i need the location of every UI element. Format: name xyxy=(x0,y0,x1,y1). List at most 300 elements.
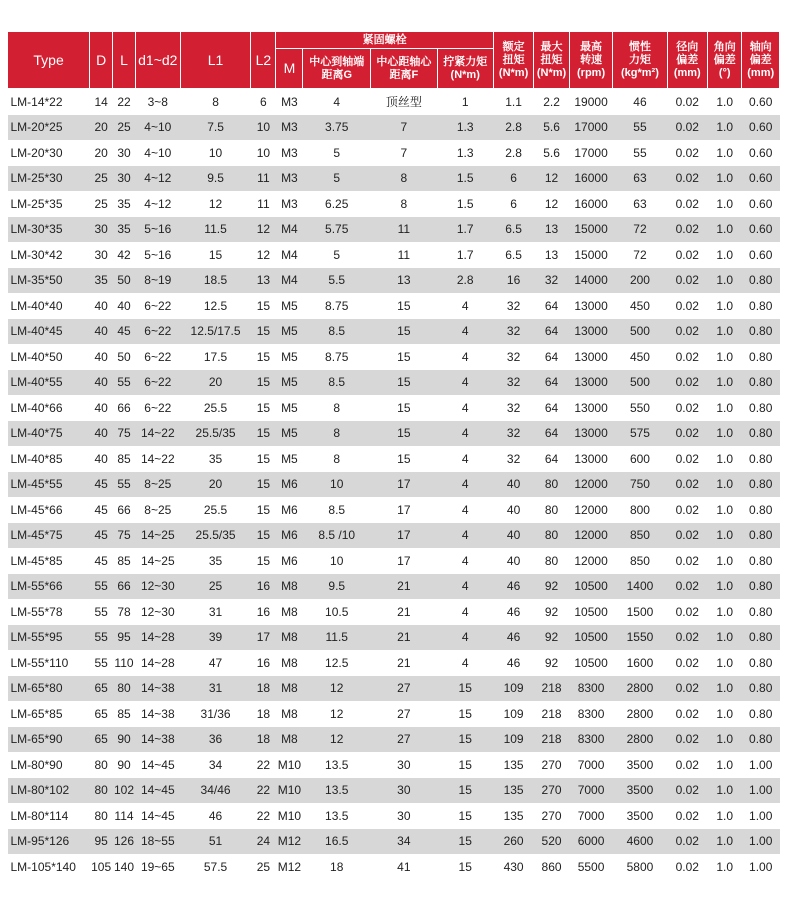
cell-axial-deviation: 0.80 xyxy=(742,446,780,472)
cell-tightening-torque: 15 xyxy=(437,854,493,880)
cell-tightening-torque: 15 xyxy=(437,676,493,702)
cell-distance-g: 8.5 xyxy=(303,370,371,396)
cell-axial-deviation: 0.80 xyxy=(742,701,780,727)
cell-max-torque: 80 xyxy=(534,472,569,498)
cell-rated-torque: 32 xyxy=(493,395,534,421)
cell-distance-f: 30 xyxy=(371,778,438,804)
cell-angular-deviation: 1.0 xyxy=(708,166,742,192)
cell-axial-deviation: 0.60 xyxy=(742,89,780,115)
cell-distance-g: 12 xyxy=(303,701,371,727)
cell-angular-deviation: 1.0 xyxy=(708,803,742,829)
cell-l: 55 xyxy=(113,370,136,396)
cell-type: LM-80*102 xyxy=(8,778,90,804)
cell-l1: 25.5/35 xyxy=(180,421,251,447)
inertia-label: 力矩 xyxy=(628,53,651,66)
cell-max-speed: 7000 xyxy=(569,752,613,778)
cell-max-torque: 32 xyxy=(534,268,569,294)
table-row xyxy=(8,752,780,778)
cell-type: LM-65*80 xyxy=(8,676,90,702)
cell-angular-deviation: 1.0 xyxy=(708,319,742,345)
coupling-spec-table xyxy=(7,31,780,880)
cell-distance-g: 10 xyxy=(303,548,371,574)
cell-m: M10 xyxy=(276,803,303,829)
col-header-rated-torque xyxy=(493,32,534,89)
table-row xyxy=(8,548,780,574)
cell-distance-g: 8 xyxy=(303,395,371,421)
cell-radial-deviation: 0.02 xyxy=(667,497,708,523)
cell-inertia: 200 xyxy=(613,268,667,294)
cell-l: 85 xyxy=(113,701,136,727)
cell-inertia: 55 xyxy=(613,140,667,166)
cell-l2: 15 xyxy=(251,344,276,370)
table-row xyxy=(8,166,780,192)
cell-max-torque: 13 xyxy=(534,217,569,243)
cell-distance-g: 8.5 xyxy=(303,319,371,345)
table-body xyxy=(8,89,780,880)
cell-max-torque: 92 xyxy=(534,650,569,676)
cell-d1-d2: 14~22 xyxy=(135,446,180,472)
cell-tightening-torque: 15 xyxy=(437,752,493,778)
cell-axial-deviation: 0.80 xyxy=(742,574,780,600)
cell-l1: 17.5 xyxy=(180,344,251,370)
distance-f-label: 距离F xyxy=(389,68,419,81)
cell-inertia: 3500 xyxy=(613,752,667,778)
cell-max-speed: 12000 xyxy=(569,472,613,498)
cell-distance-f: 15 xyxy=(371,319,438,345)
cell-m: M5 xyxy=(276,319,303,345)
cell-max-speed: 10500 xyxy=(569,599,613,625)
cell-m: M3 xyxy=(276,166,303,192)
cell-d1-d2: 6~22 xyxy=(135,319,180,345)
cell-distance-g: 4 xyxy=(303,89,371,115)
cell-max-torque: 218 xyxy=(534,727,569,753)
cell-axial-deviation: 0.80 xyxy=(742,497,780,523)
cell-angular-deviation: 1.0 xyxy=(708,854,742,880)
cell-type: LM-40*45 xyxy=(8,319,90,345)
cell-l: 22 xyxy=(113,89,136,115)
cell-d: 65 xyxy=(90,727,113,753)
cell-l: 85 xyxy=(113,446,136,472)
col-header-axial-deviation xyxy=(742,32,780,89)
cell-max-speed: 13000 xyxy=(569,344,613,370)
cell-radial-deviation: 0.02 xyxy=(667,625,708,651)
cell-distance-g: 5 xyxy=(303,166,371,192)
cell-d1-d2: 14~45 xyxy=(135,752,180,778)
cell-type: LM-20*25 xyxy=(8,115,90,141)
cell-distance-g: 13.5 xyxy=(303,778,371,804)
cell-max-torque: 64 xyxy=(534,446,569,472)
cell-max-torque: 5.6 xyxy=(534,115,569,141)
cell-l1: 9.5 xyxy=(180,166,251,192)
cell-max-speed: 15000 xyxy=(569,242,613,268)
cell-l: 126 xyxy=(113,829,136,855)
cell-max-speed: 8300 xyxy=(569,727,613,753)
cell-axial-deviation: 0.80 xyxy=(742,727,780,753)
cell-max-speed: 5500 xyxy=(569,854,613,880)
cell-m: M6 xyxy=(276,497,303,523)
cell-type: LM-30*35 xyxy=(8,217,90,243)
cell-max-speed: 13000 xyxy=(569,395,613,421)
cell-axial-deviation: 0.80 xyxy=(742,472,780,498)
cell-axial-deviation: 0.80 xyxy=(742,523,780,549)
cell-distance-g: 12 xyxy=(303,727,371,753)
cell-max-torque: 218 xyxy=(534,701,569,727)
cell-rated-torque: 40 xyxy=(493,523,534,549)
cell-d: 40 xyxy=(90,370,113,396)
cell-max-speed: 8300 xyxy=(569,701,613,727)
cell-d1-d2: 4~12 xyxy=(135,166,180,192)
cell-max-speed: 8300 xyxy=(569,676,613,702)
table-row xyxy=(8,472,780,498)
cell-max-speed: 12000 xyxy=(569,523,613,549)
cell-rated-torque: 46 xyxy=(493,574,534,600)
cell-l2: 15 xyxy=(251,421,276,447)
cell-l: 90 xyxy=(113,752,136,778)
cell-radial-deviation: 0.02 xyxy=(667,523,708,549)
cell-type: LM-35*50 xyxy=(8,268,90,294)
cell-inertia: 46 xyxy=(613,89,667,115)
cell-distance-g: 10 xyxy=(303,472,371,498)
cell-type: LM-30*42 xyxy=(8,242,90,268)
cell-l: 66 xyxy=(113,574,136,600)
cell-radial-deviation: 0.02 xyxy=(667,242,708,268)
cell-l1: 34 xyxy=(180,752,251,778)
table-row xyxy=(8,676,780,702)
cell-type: LM-25*30 xyxy=(8,166,90,192)
cell-rated-torque: 46 xyxy=(493,599,534,625)
cell-m: M8 xyxy=(276,625,303,651)
radial-deviation-label: 径向 xyxy=(676,40,699,53)
cell-l: 30 xyxy=(113,140,136,166)
cell-rated-torque: 32 xyxy=(493,319,534,345)
cell-l1: 31/36 xyxy=(180,701,251,727)
cell-distance-f: 27 xyxy=(371,727,438,753)
col-header-angular-deviation xyxy=(708,32,742,89)
cell-max-speed: 12000 xyxy=(569,548,613,574)
cell-rated-torque: 32 xyxy=(493,446,534,472)
cell-m: M8 xyxy=(276,701,303,727)
cell-type: LM-45*55 xyxy=(8,472,90,498)
distance-f-label: 中心距轴心 xyxy=(376,55,432,68)
cell-max-speed: 10500 xyxy=(569,650,613,676)
cell-rated-torque: 32 xyxy=(493,293,534,319)
cell-rated-torque: 16 xyxy=(493,268,534,294)
cell-d: 40 xyxy=(90,446,113,472)
cell-axial-deviation: 0.60 xyxy=(742,191,780,217)
cell-rated-torque: 6.5 xyxy=(493,217,534,243)
cell-type: LM-40*55 xyxy=(8,370,90,396)
cell-d: 40 xyxy=(90,319,113,345)
cell-l2: 11 xyxy=(251,166,276,192)
cell-max-speed: 13000 xyxy=(569,319,613,345)
cell-tightening-torque: 4 xyxy=(437,523,493,549)
cell-angular-deviation: 1.0 xyxy=(708,752,742,778)
cell-distance-f: 13 xyxy=(371,268,438,294)
cell-max-speed: 13000 xyxy=(569,370,613,396)
cell-rated-torque: 32 xyxy=(493,421,534,447)
cell-rated-torque: 135 xyxy=(493,803,534,829)
cell-distance-g: 12.5 xyxy=(303,650,371,676)
cell-tightening-torque: 1.7 xyxy=(437,217,493,243)
cell-max-speed: 13000 xyxy=(569,421,613,447)
cell-angular-deviation: 1.0 xyxy=(708,778,742,804)
cell-radial-deviation: 0.02 xyxy=(667,778,708,804)
cell-distance-f: 15 xyxy=(371,395,438,421)
cell-d: 40 xyxy=(90,421,113,447)
cell-l: 50 xyxy=(113,268,136,294)
cell-l2: 11 xyxy=(251,191,276,217)
cell-max-torque: 64 xyxy=(534,421,569,447)
cell-max-torque: 13 xyxy=(534,242,569,268)
cell-radial-deviation: 0.02 xyxy=(667,446,708,472)
cell-tightening-torque: 4 xyxy=(437,650,493,676)
cell-rated-torque: 2.8 xyxy=(493,115,534,141)
cell-l2: 16 xyxy=(251,599,276,625)
col-header-distance-f xyxy=(371,49,438,89)
cell-axial-deviation: 1.00 xyxy=(742,829,780,855)
table-row xyxy=(8,650,780,676)
cell-inertia: 450 xyxy=(613,293,667,319)
cell-max-speed: 10500 xyxy=(569,574,613,600)
cell-d1-d2: 12~30 xyxy=(135,574,180,600)
col-header-m: M xyxy=(276,49,303,89)
cell-d1-d2: 14~25 xyxy=(135,523,180,549)
cell-angular-deviation: 1.0 xyxy=(708,268,742,294)
cell-distance-f: 27 xyxy=(371,701,438,727)
cell-m: M5 xyxy=(276,293,303,319)
cell-d: 40 xyxy=(90,293,113,319)
table-row xyxy=(8,370,780,396)
radial-deviation-label: 偏差 xyxy=(676,53,699,66)
cell-l2: 24 xyxy=(251,829,276,855)
cell-inertia: 500 xyxy=(613,319,667,345)
cell-distance-g: 8 xyxy=(303,421,371,447)
cell-rated-torque: 40 xyxy=(493,548,534,574)
cell-rated-torque: 32 xyxy=(493,344,534,370)
cell-tightening-torque: 4 xyxy=(437,421,493,447)
cell-l1: 25.5/35 xyxy=(180,523,251,549)
cell-d1-d2: 8~25 xyxy=(135,472,180,498)
cell-inertia: 2800 xyxy=(613,676,667,702)
cell-l1: 31 xyxy=(180,599,251,625)
cell-angular-deviation: 1.0 xyxy=(708,523,742,549)
cell-axial-deviation: 0.80 xyxy=(742,293,780,319)
table-row xyxy=(8,574,780,600)
cell-angular-deviation: 1.0 xyxy=(708,829,742,855)
cell-m: M12 xyxy=(276,829,303,855)
cell-angular-deviation: 1.0 xyxy=(708,191,742,217)
cell-distance-g: 8.5 xyxy=(303,497,371,523)
cell-max-torque: 92 xyxy=(534,625,569,651)
cell-d: 80 xyxy=(90,778,113,804)
cell-axial-deviation: 0.60 xyxy=(742,166,780,192)
cell-m: M8 xyxy=(276,650,303,676)
cell-l: 110 xyxy=(113,650,136,676)
cell-d: 55 xyxy=(90,625,113,651)
cell-type: LM-55*110 xyxy=(8,650,90,676)
cell-m: M3 xyxy=(276,191,303,217)
cell-l2: 22 xyxy=(251,803,276,829)
cell-type: LM-45*85 xyxy=(8,548,90,574)
cell-tightening-torque: 4 xyxy=(437,599,493,625)
cell-m: M3 xyxy=(276,140,303,166)
cell-l1: 31 xyxy=(180,676,251,702)
cell-d1-d2: 14~22 xyxy=(135,421,180,447)
cell-inertia: 1600 xyxy=(613,650,667,676)
cell-max-torque: 270 xyxy=(534,803,569,829)
cell-type: LM-95*126 xyxy=(8,829,90,855)
cell-d: 20 xyxy=(90,140,113,166)
radial-deviation-unit: (mm) xyxy=(673,66,701,79)
cell-axial-deviation: 1.00 xyxy=(742,803,780,829)
cell-inertia: 450 xyxy=(613,344,667,370)
cell-angular-deviation: 1.0 xyxy=(708,89,742,115)
cell-m: M10 xyxy=(276,778,303,804)
cell-m: M4 xyxy=(276,268,303,294)
cell-angular-deviation: 1.0 xyxy=(708,446,742,472)
cell-tightening-torque: 15 xyxy=(437,829,493,855)
cell-angular-deviation: 1.0 xyxy=(708,701,742,727)
cell-distance-f: 30 xyxy=(371,803,438,829)
cell-max-torque: 218 xyxy=(534,676,569,702)
cell-l1: 10 xyxy=(180,140,251,166)
cell-l: 102 xyxy=(113,778,136,804)
cell-max-speed: 10500 xyxy=(569,625,613,651)
cell-type: LM-80*114 xyxy=(8,803,90,829)
cell-distance-g: 5 xyxy=(303,140,371,166)
table-row xyxy=(8,395,780,421)
cell-rated-torque: 40 xyxy=(493,472,534,498)
cell-angular-deviation: 1.0 xyxy=(708,421,742,447)
cell-distance-f: 7 xyxy=(371,140,438,166)
cell-inertia: 500 xyxy=(613,370,667,396)
cell-tightening-torque: 15 xyxy=(437,803,493,829)
cell-rated-torque: 40 xyxy=(493,497,534,523)
cell-m: M6 xyxy=(276,548,303,574)
cell-inertia: 850 xyxy=(613,548,667,574)
cell-m: M8 xyxy=(276,676,303,702)
rated-torque-unit: (N*m) xyxy=(498,66,529,79)
cell-d1-d2: 14~38 xyxy=(135,676,180,702)
cell-distance-f: 27 xyxy=(371,676,438,702)
cell-l2: 12 xyxy=(251,242,276,268)
cell-axial-deviation: 0.80 xyxy=(742,268,780,294)
cell-distance-f: 34 xyxy=(371,829,438,855)
cell-rated-torque: 2.8 xyxy=(493,140,534,166)
cell-l: 140 xyxy=(113,854,136,880)
cell-l1: 12 xyxy=(180,191,251,217)
table-row xyxy=(8,293,780,319)
cell-angular-deviation: 1.0 xyxy=(708,344,742,370)
cell-l1: 15 xyxy=(180,242,251,268)
col-header-radial-deviation xyxy=(667,32,708,89)
cell-tightening-torque: 4 xyxy=(437,446,493,472)
cell-max-speed: 17000 xyxy=(569,140,613,166)
cell-distance-g: 9.5 xyxy=(303,574,371,600)
cell-max-speed: 7000 xyxy=(569,803,613,829)
cell-rated-torque: 109 xyxy=(493,701,534,727)
cell-max-torque: 270 xyxy=(534,752,569,778)
max-speed-label: 转速 xyxy=(580,53,603,66)
cell-m: M8 xyxy=(276,574,303,600)
table-row xyxy=(8,523,780,549)
cell-d1-d2: 14~28 xyxy=(135,625,180,651)
cell-radial-deviation: 0.02 xyxy=(667,803,708,829)
cell-radial-deviation: 0.02 xyxy=(667,472,708,498)
table-header xyxy=(8,32,780,89)
cell-angular-deviation: 1.0 xyxy=(708,472,742,498)
cell-tightening-torque: 15 xyxy=(437,727,493,753)
table-row xyxy=(8,446,780,472)
cell-l2: 15 xyxy=(251,472,276,498)
cell-angular-deviation: 1.0 xyxy=(708,242,742,268)
cell-max-speed: 13000 xyxy=(569,293,613,319)
table-row xyxy=(8,89,780,115)
cell-l: 66 xyxy=(113,395,136,421)
cell-l1: 46 xyxy=(180,803,251,829)
cell-l1: 39 xyxy=(180,625,251,651)
distance-g-label: 中心到轴端 xyxy=(309,55,365,68)
cell-max-torque: 80 xyxy=(534,548,569,574)
col-header-l: L xyxy=(113,32,136,89)
cell-distance-f: 17 xyxy=(371,497,438,523)
table-row xyxy=(8,140,780,166)
cell-radial-deviation: 0.02 xyxy=(667,166,708,192)
cell-tightening-torque: 4 xyxy=(437,319,493,345)
cell-angular-deviation: 1.0 xyxy=(708,370,742,396)
cell-radial-deviation: 0.02 xyxy=(667,599,708,625)
cell-l: 30 xyxy=(113,166,136,192)
table-row xyxy=(8,242,780,268)
max-torque-unit: (N*m) xyxy=(536,66,567,79)
cell-angular-deviation: 1.0 xyxy=(708,217,742,243)
cell-m: M3 xyxy=(276,89,303,115)
axial-deviation-unit: (mm) xyxy=(747,66,775,79)
cell-radial-deviation: 0.02 xyxy=(667,89,708,115)
cell-tightening-torque: 4 xyxy=(437,293,493,319)
cell-distance-f: 17 xyxy=(371,472,438,498)
cell-m: M4 xyxy=(276,217,303,243)
col-header-inertia xyxy=(613,32,667,89)
cell-radial-deviation: 0.02 xyxy=(667,115,708,141)
cell-radial-deviation: 0.02 xyxy=(667,344,708,370)
cell-l1: 36 xyxy=(180,727,251,753)
cell-m: M12 xyxy=(276,854,303,880)
cell-distance-g: 13.5 xyxy=(303,752,371,778)
max-torque-label: 扭矩 xyxy=(540,53,563,66)
cell-d: 45 xyxy=(90,548,113,574)
cell-l2: 12 xyxy=(251,217,276,243)
cell-type: LM-40*85 xyxy=(8,446,90,472)
cell-l2: 15 xyxy=(251,446,276,472)
cell-type: LM-40*66 xyxy=(8,395,90,421)
cell-axial-deviation: 1.00 xyxy=(742,778,780,804)
cell-distance-f: 11 xyxy=(371,242,438,268)
table-row xyxy=(8,803,780,829)
cell-angular-deviation: 1.0 xyxy=(708,140,742,166)
cell-l2: 15 xyxy=(251,395,276,421)
cell-l: 35 xyxy=(113,217,136,243)
cell-type: LM-80*90 xyxy=(8,752,90,778)
cell-axial-deviation: 0.80 xyxy=(742,344,780,370)
cell-radial-deviation: 0.02 xyxy=(667,140,708,166)
cell-m: M4 xyxy=(276,242,303,268)
cell-l2: 18 xyxy=(251,727,276,753)
cell-distance-f: 顶丝型 xyxy=(371,89,438,115)
cell-d1-d2: 14~45 xyxy=(135,803,180,829)
table-row xyxy=(8,599,780,625)
cell-tightening-torque: 1.3 xyxy=(437,140,493,166)
